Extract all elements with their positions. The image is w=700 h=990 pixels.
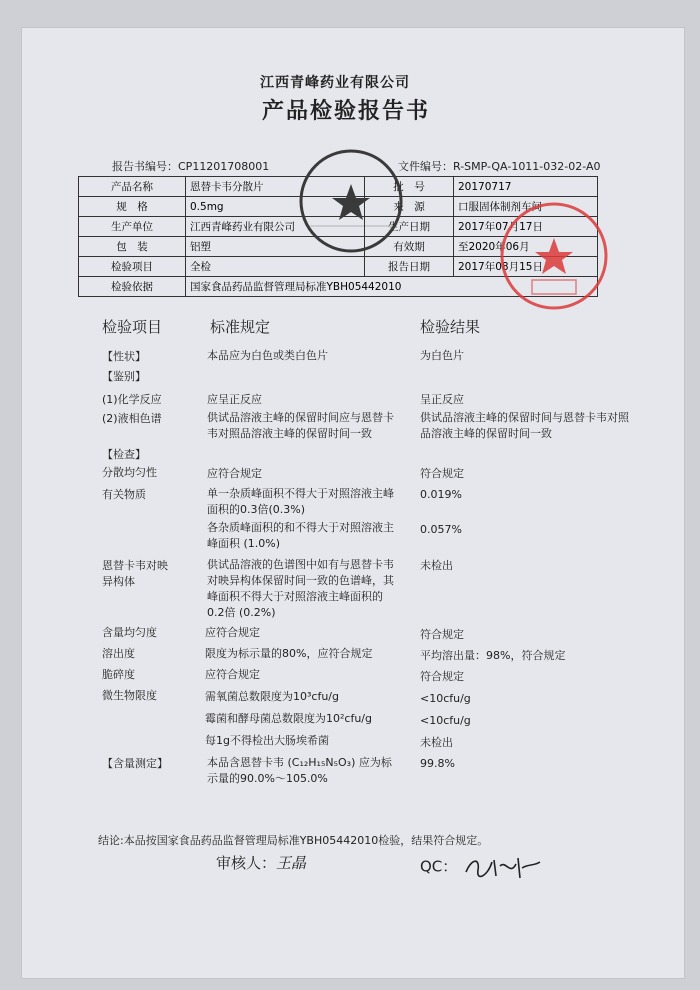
info-value: 恩替卡韦分散片: [186, 177, 365, 197]
info-value: 全检: [186, 257, 365, 277]
column-header-result: 检验结果: [420, 318, 481, 336]
section-label: 【含量测定】: [102, 757, 168, 770]
standard-text: 各杂质峰面积的和不得大于对照溶液主峰面积 (1.0%): [207, 521, 394, 550]
section-label: 【鉴别】: [102, 370, 146, 383]
item-label: 分散均匀性: [102, 466, 157, 479]
section-label: 【性状】: [102, 350, 146, 363]
item-label: 微生物限度: [102, 689, 157, 702]
info-label: 检验项目: [79, 257, 186, 277]
report-number: 报告书编号：CP11201708001: [112, 160, 270, 173]
standard-text: 供试品溶液主峰的保留时间应与恩替卡韦对照品溶液主峰的保留时间一致: [207, 411, 394, 440]
standard-text: 需氧菌总数限度为10³cfu/g: [205, 690, 339, 703]
info-label: 产品名称: [79, 177, 186, 197]
info-label: 来 源: [365, 197, 454, 217]
info-value: 江西青峰药业有限公司: [186, 217, 365, 237]
info-value: 2017年08月15日: [454, 257, 598, 277]
standard-text: 限度为标示量的80%，应符合规定: [205, 647, 373, 660]
info-label: 规 格: [79, 197, 186, 217]
result-text: 符合规定: [420, 467, 464, 480]
result-text: 符合规定: [420, 628, 464, 641]
info-value: 口服固体制剂车间: [454, 197, 598, 217]
standard-text: 单一杂质峰面积不得大于对照溶液主峰面积的0.3倍(0.3%): [207, 487, 394, 516]
info-value: 2017年07月17日: [454, 217, 598, 237]
item-label: 异构体: [102, 575, 135, 588]
info-label: 检验依据: [79, 277, 186, 297]
standard-text: 本品应为白色或类白色片: [207, 349, 328, 362]
qa-seal-stamp: [296, 146, 406, 256]
standard-text: 应符合规定: [207, 467, 262, 480]
result-text: 供试品溶液主峰的保留时间与恩替卡韦对照品溶液主峰的保留时间一致: [420, 411, 629, 440]
info-value: 至2020年06月: [454, 237, 598, 257]
info-value: 20170717: [454, 177, 598, 197]
file-number: 文件编号：R-SMP-QA-1011-032-02-A0: [398, 160, 601, 173]
info-label: 生产单位: [79, 217, 186, 237]
info-value: 0.5mg: [186, 197, 365, 217]
qc-seal-stamp: [496, 198, 612, 314]
result-text: 未检出: [420, 736, 453, 749]
section-label: 【检查】: [102, 448, 146, 461]
result-text: <10cfu/g: [420, 714, 471, 727]
info-label: 批 号: [365, 177, 454, 197]
standard-text: 应呈正反应: [207, 393, 262, 406]
standard-text: 应符合规定: [205, 668, 260, 681]
item-label: 脆碎度: [102, 668, 135, 681]
standard-text: 每1g不得检出大肠埃希菌: [205, 734, 329, 747]
item-label: 溶出度: [102, 647, 135, 660]
info-label: 报告日期: [365, 257, 454, 277]
reviewer-signature: 审核人：王晶: [216, 854, 307, 872]
result-text: 呈正反应: [420, 393, 464, 406]
column-header-standard: 标准规定: [210, 318, 271, 336]
item-label: (1)化学反应: [102, 393, 162, 406]
info-label: 生产日期: [365, 217, 454, 237]
info-label: 有效期: [365, 237, 454, 257]
result-text: 0.019%: [420, 488, 462, 501]
item-label: (2)液相色谱: [102, 412, 162, 425]
standard-text: 供试品溶液的色谱图中如有与恩替卡韦对映异构体保留时间一致的色谱峰，其峰面积不得大于对照溶液主峰面积的0.2倍 (0.2%): [207, 558, 394, 619]
result-text: 未检出: [420, 559, 453, 572]
info-value: 铝塑: [186, 237, 365, 257]
result-text: <10cfu/g: [420, 692, 471, 705]
conclusion-text: 结论:本品按国家食品药品监督管理局标准YBH05442010检验，结果符合规定。: [98, 834, 489, 847]
item-label: 有关物质: [102, 488, 146, 501]
result-text: 平均溶出量：98%，符合规定: [420, 649, 566, 662]
result-text: 为白色片: [420, 349, 464, 362]
standard-text: 本品含恩替卡韦 (C₁₂H₁₅N₅O₃) 应为标示量的90.0%～105.0%: [207, 756, 392, 785]
info-value: 国家食品药品监督管理局标准YBH05442010: [186, 277, 598, 297]
info-label: 包 装: [79, 237, 186, 257]
item-label: 恩替卡韦对映: [102, 559, 168, 572]
standard-text: 应符合规定: [205, 626, 260, 639]
qc-signature: QC：: [420, 852, 542, 882]
result-text: 0.057%: [420, 523, 462, 536]
result-text: 符合规定: [420, 670, 464, 683]
standard-text: 霉菌和酵母菌总数限度为10²cfu/g: [205, 712, 372, 725]
handwritten-signature-icon: [462, 852, 542, 882]
company-name: 江西青峰药业有限公司: [260, 75, 410, 91]
column-header-item: 检验项目: [102, 318, 163, 336]
item-label: 含量均匀度: [102, 626, 157, 639]
result-text: 99.8%: [420, 757, 455, 770]
report-title: 产品检验报告书: [262, 99, 431, 124]
